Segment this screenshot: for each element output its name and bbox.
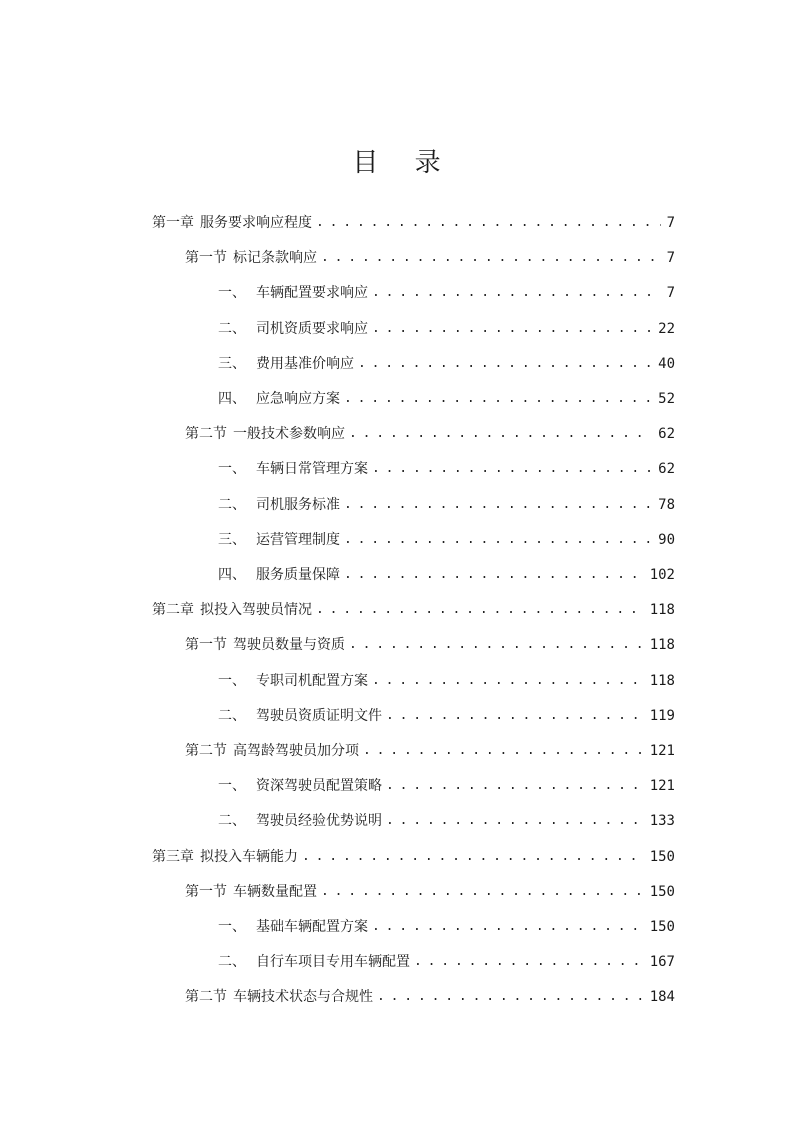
toc-entry-level-2[interactable]: [185, 630, 675, 660]
toc-entry-page-number: 167: [649, 954, 675, 971]
toc-dot-leader: [358, 349, 652, 379]
toc-dot-leader: [386, 771, 644, 801]
toc-dot-leader: [321, 877, 644, 907]
toc-entry-number: 四、: [218, 391, 246, 407]
toc-dot-leader: [349, 419, 652, 449]
toc-entry-level-3[interactable]: [218, 525, 675, 555]
toc-entry-page-number: 150: [649, 919, 675, 935]
toc-entry-page-number: 121: [649, 778, 675, 795]
toc-entry-level-3[interactable]: [218, 666, 675, 696]
toc-entry-level-3[interactable]: [218, 278, 675, 308]
toc-entry-level-3[interactable]: [218, 912, 675, 942]
toc-dot-leader: [316, 595, 644, 625]
toc-entry-level-3[interactable]: [218, 349, 675, 379]
toc-entry-level-2[interactable]: [185, 982, 675, 1012]
toc-entry-level-1[interactable]: [152, 842, 675, 872]
toc-entry-page-number: 7: [666, 285, 675, 302]
toc-entry-number: 二、: [218, 707, 246, 724]
toc-entry-level-3[interactable]: [218, 384, 675, 414]
toc-dot-leader: [386, 806, 644, 836]
toc-entry-number: 二、: [218, 320, 246, 337]
toc-entry-level-1[interactable]: [152, 208, 675, 238]
toc-entry-number: 一、: [218, 919, 246, 935]
toc-dot-leader: [316, 208, 661, 238]
toc-dot-leader: [372, 314, 652, 344]
toc-dot-leader: [344, 560, 644, 590]
toc-entry-page-number: 119: [649, 707, 675, 724]
toc-entry-title: 自行车项目专用车辆配置: [256, 954, 410, 971]
toc-entry-number: 三、: [218, 531, 246, 548]
toc-entry-level-2[interactable]: [185, 419, 675, 449]
toc-dot-leader: [349, 630, 644, 660]
toc-dot-leader: [372, 912, 644, 942]
toc-entry-level-3[interactable]: [218, 701, 675, 731]
toc-entry-number: 一、: [218, 461, 246, 478]
toc-entry-title: 专职司机配置方案: [256, 672, 368, 689]
toc-entry-number: 第二节: [185, 743, 227, 759]
toc-entry-title: 车辆数量配置: [233, 883, 317, 900]
toc-entry-title: 车辆配置要求响应: [256, 285, 368, 302]
toc-entry-page-number: 150: [649, 883, 675, 900]
toc-entry-number: 第一章: [152, 215, 194, 231]
toc-entry-level-3[interactable]: [218, 314, 675, 344]
toc-entry-number: 一、: [218, 778, 246, 795]
toc-dot-leader: [363, 736, 644, 766]
toc-dot-leader: [344, 384, 652, 414]
toc-dot-leader: [344, 525, 652, 555]
toc-entry-number: 三、: [218, 355, 246, 372]
toc-dot-leader: [344, 490, 652, 520]
toc-entry-level-3[interactable]: [218, 490, 675, 520]
toc-entry-page-number: 118: [649, 602, 675, 619]
toc-dot-leader: [372, 454, 652, 484]
toc-entry-page-number: 62: [658, 426, 675, 443]
toc-entry-page-number: 52: [658, 391, 675, 407]
toc-entry-level-3[interactable]: [218, 560, 675, 590]
toc-entry-number: 第一节: [185, 250, 227, 267]
toc-dot-leader: [372, 278, 661, 308]
toc-entry-title: 车辆日常管理方案: [256, 461, 368, 478]
toc-entry-page-number: 102: [649, 567, 675, 583]
toc-dot-leader: [386, 701, 644, 731]
toc-entry-number: 第二节: [185, 989, 227, 1006]
toc-entry-level-3[interactable]: [218, 454, 675, 484]
toc-entry-level-3[interactable]: [218, 806, 675, 836]
toc-dot-leader: [302, 842, 644, 872]
toc-entry-number: 第二节: [185, 426, 227, 443]
toc-entry-page-number: 40: [658, 355, 675, 372]
toc-entry-title: 高驾龄驾驶员加分项: [233, 743, 359, 759]
toc-entry-level-2[interactable]: [185, 243, 675, 273]
toc-entry-level-1[interactable]: [152, 595, 675, 625]
toc-entry-title: 一般技术参数响应: [233, 426, 345, 443]
toc-entry-title: 驾驶员经验优势说明: [256, 813, 382, 830]
toc-entry-title: 车辆技术状态与合规性: [233, 989, 373, 1006]
toc-entry-title: 拟投入驾驶员情况: [200, 602, 312, 619]
toc-entry-page-number: 7: [666, 250, 675, 267]
toc-entry-number: 二、: [218, 813, 246, 830]
toc-entry-page-number: 133: [649, 813, 675, 830]
toc-entry-page-number: 118: [649, 672, 675, 689]
toc-entry-number: 一、: [218, 285, 246, 302]
toc-dot-leader: [372, 666, 644, 696]
toc-entry-number: 第一节: [185, 883, 227, 900]
toc-entry-title: 费用基准价响应: [256, 355, 354, 372]
toc-entry-page-number: 62: [658, 461, 675, 478]
toc-entry-page-number: 78: [658, 496, 675, 513]
toc-dot-leader: [321, 243, 661, 273]
toc-entry-title: 应急响应方案: [256, 391, 340, 407]
toc-entry-title: 运营管理制度: [256, 531, 340, 548]
toc-entry-number: 二、: [218, 954, 246, 971]
toc-entry-title: 驾驶员资质证明文件: [256, 707, 382, 724]
toc-entry-page-number: 121: [649, 743, 675, 759]
toc-entry-number: 第三章: [152, 848, 194, 865]
toc-entry-page-number: 150: [649, 848, 675, 865]
toc-entry-level-3[interactable]: [218, 947, 675, 977]
toc-entry-title: 驾驶员数量与资质: [233, 637, 345, 654]
toc-entry-level-2[interactable]: [185, 736, 675, 766]
toc-entry-page-number: 90: [658, 531, 675, 548]
page-title: 目 录: [352, 148, 455, 178]
toc-entry-title: 资深驾驶员配置策略: [256, 778, 382, 795]
toc-entry-number: 四、: [218, 567, 246, 583]
toc-entry-page-number: 22: [658, 320, 675, 337]
toc-entry-title: 司机服务标准: [256, 496, 340, 513]
toc-entry-number: 第二章: [152, 602, 194, 619]
toc-dot-leader: [414, 947, 644, 977]
toc-entry-number: 第一节: [185, 637, 227, 654]
toc-entry-title: 服务要求响应程度: [200, 215, 312, 231]
toc-entry-title: 拟投入车辆能力: [200, 848, 298, 865]
toc-entry-title: 司机资质要求响应: [256, 320, 368, 337]
toc-entry-page-number: 118: [649, 637, 675, 654]
toc-entry-number: 二、: [218, 496, 246, 513]
toc-entry-title: 基础车辆配置方案: [256, 919, 368, 935]
toc-entry-title: 标记条款响应: [233, 250, 317, 267]
toc-entry-level-3[interactable]: [218, 771, 675, 801]
toc-entry-page-number: 184: [649, 989, 675, 1006]
toc-dot-leader: [377, 982, 644, 1012]
toc-entry-number: 一、: [218, 672, 246, 689]
toc-entry-title: 服务质量保障: [256, 567, 340, 583]
toc-entry-page-number: 7: [666, 215, 675, 231]
toc-entry-level-2[interactable]: [185, 877, 675, 907]
